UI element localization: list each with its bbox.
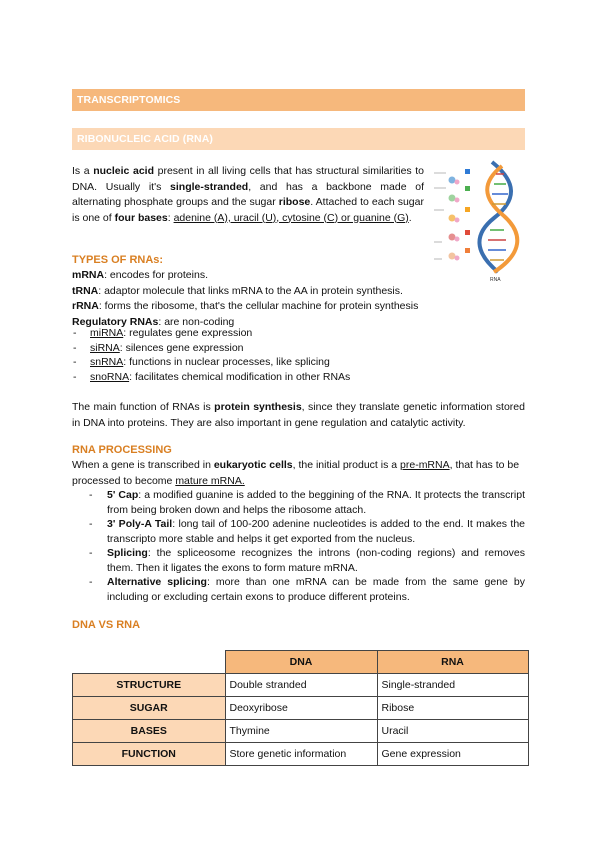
intro-text: : xyxy=(167,211,174,224)
function-bold: protein synthesis xyxy=(214,401,302,413)
dna-vs-rna-table xyxy=(72,650,529,766)
rna-types-list xyxy=(72,268,532,330)
processing-text: , the initial product is a xyxy=(292,459,401,471)
table-row xyxy=(73,697,529,720)
list-item: - snRNA: functions in nuclear processes, like splicing xyxy=(73,356,330,368)
pre-mrna-term: pre-mRNA xyxy=(400,459,450,471)
function-text: , since they translate genetic information stored in DNA into proteins. They are also important in gene regulation and catalytic activity. xyxy=(72,401,525,429)
list-item: - miRNA: regulates gene expression xyxy=(73,327,253,339)
compare-heading: DNA VS RNA xyxy=(72,619,141,631)
dna-cell: Double stranded xyxy=(225,674,377,697)
type-name: tRNA xyxy=(72,284,99,297)
function-text: The main function of RNAs is xyxy=(72,401,215,413)
dna-cell: Deoxyribose xyxy=(225,697,377,720)
intro-paragraph xyxy=(72,164,424,226)
row-label: SUGAR xyxy=(73,697,226,720)
helix-left-labels xyxy=(434,173,446,259)
table-row xyxy=(73,743,529,766)
rna-helix-illustration xyxy=(432,160,527,282)
sub-desc: : functions in nuclear processes, like splicing xyxy=(123,356,330,368)
helix-backbone xyxy=(479,162,517,272)
list-item: - Splicing: the spliceosome recognizes the introns (non-coding regions) and removes them. Then it ligates the exons to form mature mRNA. xyxy=(89,547,525,574)
col-header-dna: DNA xyxy=(225,651,377,674)
rna-cell: Ribose xyxy=(377,697,528,720)
table-row xyxy=(73,720,529,743)
type-desc: : encodes for proteins. xyxy=(104,269,208,281)
sub-desc: : facilitates chemical modification in other RNAs xyxy=(129,370,351,383)
type-desc: : are non-coding xyxy=(158,315,235,328)
dna-cell: Store genetic information xyxy=(225,743,377,766)
step-desc: : long tail of 100-200 adenine nucleotides is added to the end. It makes the transcripto more stable and helps it get exported from the nucleus. xyxy=(107,518,526,545)
rna-cell: Single-stranded xyxy=(377,674,528,697)
step-name: 3' Poly-A Tail xyxy=(107,518,173,530)
table-corner xyxy=(73,651,226,674)
subsection-title: RIBONUCLEIC ACID (RNA) xyxy=(77,133,213,145)
processing-text: , that has to be processed to become xyxy=(72,459,520,487)
sub-desc: : regulates gene expression xyxy=(123,327,253,339)
type-trna xyxy=(72,284,532,300)
step-desc: : a modified guanine is added to the beggining of the RNA. It protects the transcript from being broken down and helps the ribosome attach. xyxy=(107,489,525,516)
table-header-row xyxy=(73,651,529,674)
type-desc: : forms the ribosome, that's the cellular machine for protein synthesis xyxy=(98,300,419,312)
type-desc: : adaptor molecule that links mRNA to the AA in protein synthesis. xyxy=(98,284,403,297)
processing-intro xyxy=(72,458,532,489)
sub-desc: : silences gene expression xyxy=(119,341,244,354)
row-label: BASES xyxy=(73,720,226,743)
regulatory-sublist xyxy=(73,326,520,384)
step-name: Alternative splicing xyxy=(107,576,207,588)
list-item: - Alternative splicing: more than one mRNA can be made from the same gene by including or excluding certain exons to produce different proteins. xyxy=(89,576,525,603)
rna-cell: Uracil xyxy=(377,720,528,743)
types-heading: TYPES OF RNAs: xyxy=(72,254,164,266)
step-name: Splicing xyxy=(107,547,148,559)
intro-text: present in all living cells that has structural similarities to DNA. Usually it's xyxy=(72,165,425,193)
base-molecules xyxy=(449,177,460,261)
intro-text: , and has a backbone made of alternating phosphate groups and the sugar xyxy=(72,180,424,208)
figure-caption: RNA xyxy=(490,277,501,282)
base-color-keys xyxy=(465,169,470,253)
type-mrna xyxy=(72,268,532,284)
intro-bold: ribose xyxy=(278,196,311,208)
list-item: - snoRNA: facilitates chemical modification in other RNAs xyxy=(73,370,351,383)
processing-steps xyxy=(89,488,526,604)
row-label: FUNCTION xyxy=(73,743,226,766)
step-name: 5' Cap xyxy=(107,489,139,501)
section-title: TRANSCRIPTOMICS xyxy=(77,94,181,106)
intro-text: . Attached to each sugar is one of xyxy=(72,196,424,224)
subsection-title-bar xyxy=(72,128,525,150)
processing-bold: eukaryotic cells xyxy=(213,459,293,471)
type-name: rRNA xyxy=(72,300,99,312)
table-row xyxy=(73,674,529,697)
step-desc: : more than one mRNA can be made from the same gene by including or excluding certain exons to produce different proteins. xyxy=(107,576,525,603)
sub-name: miRNA xyxy=(90,327,124,339)
section-title-bar xyxy=(72,89,525,111)
intro-bold: single-stranded xyxy=(170,180,249,193)
mature-mrna-term: mature mRNA. xyxy=(175,474,245,487)
list-item: - siRNA: silences gene expression xyxy=(73,341,244,354)
dna-cell: Thymine xyxy=(225,720,377,743)
sub-name: siRNA xyxy=(90,341,120,354)
rna-cell: Gene expression xyxy=(377,743,528,766)
intro-bold: nucleic acid xyxy=(93,165,155,177)
intro-text: Is a xyxy=(72,165,94,177)
processing-text: When a gene is transcribed in xyxy=(72,459,214,471)
step-desc: : the spliceosome recognizes the introns (non-coding regions) and removes them. Then it ligates the exons to form mature mRNA. xyxy=(107,547,525,574)
intro-text: . xyxy=(408,211,412,224)
sub-name: snoRNA xyxy=(90,370,130,383)
processing-heading: RNA PROCESSING xyxy=(72,444,172,456)
row-label: STRUCTURE xyxy=(73,674,226,697)
list-item: - 5' Cap: a modified guanine is added to the beggining of the RNA. It protects the transcript from being broken down and helps the ribosome attach. xyxy=(89,489,525,516)
list-item: - 3' Poly-A Tail: long tail of 100-200 adenine nucleotides is added to the end. It makes the transcripto more stable and helps it get exported from the nucleus. xyxy=(89,518,526,545)
bases-underlined: adenine (A), uracil (U), cytosine (C) or guanine (G) xyxy=(173,211,409,224)
type-name: mRNA xyxy=(72,269,105,281)
sub-name: snRNA xyxy=(90,356,124,368)
function-paragraph xyxy=(72,400,525,431)
type-name: Regulatory RNAs xyxy=(72,315,159,328)
col-header-rna: RNA xyxy=(377,651,528,674)
intro-bold: four bases xyxy=(114,211,168,224)
type-rrna xyxy=(72,299,532,315)
